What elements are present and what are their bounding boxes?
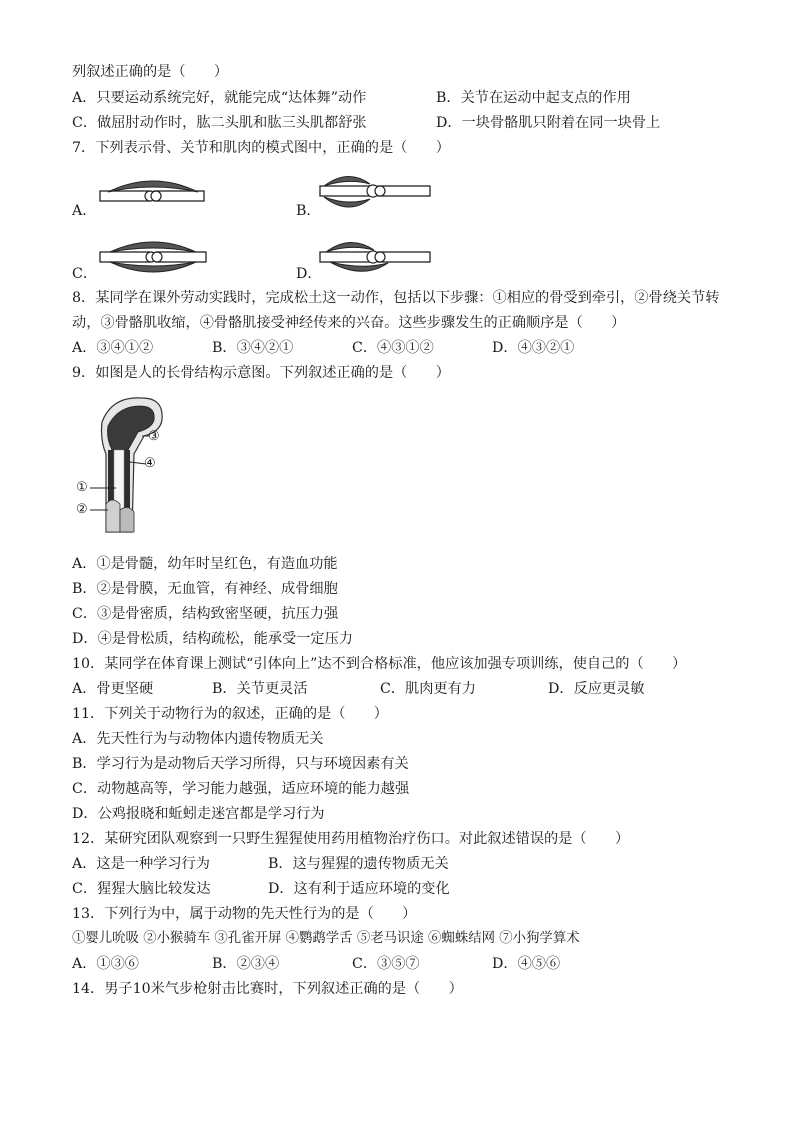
q7-figure-b: [318, 166, 432, 218]
q8-option-b: B．③④②①: [212, 340, 294, 356]
q8-stem-line-2: 动，③骨骼肌收缩，④骨骼肌接受神经传来的兴奋。这些步骤发生的正确顺序是（ ）: [72, 315, 626, 331]
q9-option-d: D．④是骨松质，结构疏松，能承受一定压力: [72, 631, 353, 647]
q7-figure-a: [98, 172, 208, 216]
q11-option-b: B．学习行为是动物后天学习所得，只与环境因素有关: [72, 756, 409, 772]
q13-option-c: C．③⑤⑦: [352, 956, 420, 972]
q14-stem: 14．男子10米气步枪射击比赛时，下列叙述正确的是（ ）: [72, 981, 463, 997]
q7-label-d: D．: [296, 266, 322, 282]
q7-figure-c: [98, 232, 208, 282]
q10-option-b: B．关节更灵活: [212, 681, 308, 697]
q12-option-d: D．这有利于适应环境的变化: [268, 881, 450, 897]
q10-stem: 10．某同学在体育课上测试“引体向上”达不到合格标准，他应该加强专项训练，使自己的（ ）: [72, 656, 687, 672]
q12-option-b: B．这与猩猩的遗传物质无关: [268, 856, 449, 872]
q11-option-c: C．动物越高等，学习能力越强，适应环境的能力越强: [72, 781, 410, 797]
bone-label-3: ③: [148, 429, 160, 444]
q9-stem: 9．如图是人的长骨结构示意图。下列叙述正确的是（ ）: [72, 365, 450, 381]
q12-option-c: C．猩猩大脑比较发达: [72, 881, 211, 897]
q6-option-b: B．关节在运动中起支点的作用: [436, 90, 631, 106]
q7-label-b: B．: [296, 203, 321, 219]
bone-label-4: ④: [144, 456, 156, 471]
q8-option-d: D．④③②①: [492, 340, 575, 356]
q6-option-a: A．只要运动系统完好，就能完成“达体舞”动作: [72, 90, 367, 106]
q13-option-d: D．④⑤⑥: [492, 956, 561, 972]
q8-stem-line-1: 8．某同学在课外劳动实践时，完成松土这一动作，包括以下步骤：①相应的骨受到牵引，②骨绕关节转: [72, 290, 720, 306]
q7-figure-d: [318, 232, 432, 282]
q12-option-a: A．这是一种学习行为: [72, 856, 210, 872]
q11-option-d: D．公鸡报晓和蚯蚓走迷宫都是学习行为: [72, 806, 325, 822]
q6-stem-tail: 列叙述正确的是（ ）: [72, 64, 229, 80]
q9-option-a: A．①是骨髓，幼年时呈红色，有造血功能: [72, 556, 338, 572]
q13-option-b: B．②③④: [212, 956, 280, 972]
q9-option-b: B．②是骨膜，无血管，有神经、成骨细胞: [72, 581, 338, 597]
q13-option-a: A．①③⑥: [72, 956, 139, 972]
q13-items: ①婴儿吮吸 ②小猴骑车 ③孔雀开屏 ④鹦鹉学舌 ⑤老马识途 ⑥蜘蛛结网 ⑦小狗学算术: [72, 931, 580, 946]
q7-label-a: A．: [72, 203, 97, 219]
q10-option-d: D．反应更灵敏: [548, 681, 645, 697]
bone-label-1: ①: [76, 480, 88, 495]
q11-stem: 11．下列关于动物行为的叙述，正确的是（ ）: [72, 706, 388, 722]
q10-option-a: A．骨更坚硬: [72, 681, 154, 697]
bone-label-2: ②: [76, 502, 88, 517]
q8-option-a: A．③④①②: [72, 340, 154, 356]
q7-label-c: C．: [72, 266, 98, 282]
q9-option-c: C．③是骨密质，结构致密坚硬，抗压力强: [72, 606, 339, 622]
q11-option-a: A．先天性行为与动物体内遗传物质无关: [72, 731, 324, 747]
q6-option-d: D．一块骨骼肌只附着在同一块骨上: [436, 115, 661, 131]
q7-stem: 7．下列表示骨、关节和肌肉的模式图中，正确的是（ ）: [72, 140, 450, 156]
q6-option-c: C．做屈肘动作时，肱二头肌和肱三头肌都舒张: [72, 115, 367, 131]
q8-option-c: C．④③①②: [352, 340, 434, 356]
q12-stem: 12．某研究团队观察到一只野生猩猩使用药用植物治疗伤口。对此叙述错误的是（ ）: [72, 831, 630, 847]
q10-option-c: C．肌肉更有力: [380, 681, 476, 697]
q13-stem: 13．下列行为中，属于动物的先天性行为的是（ ）: [72, 906, 417, 922]
